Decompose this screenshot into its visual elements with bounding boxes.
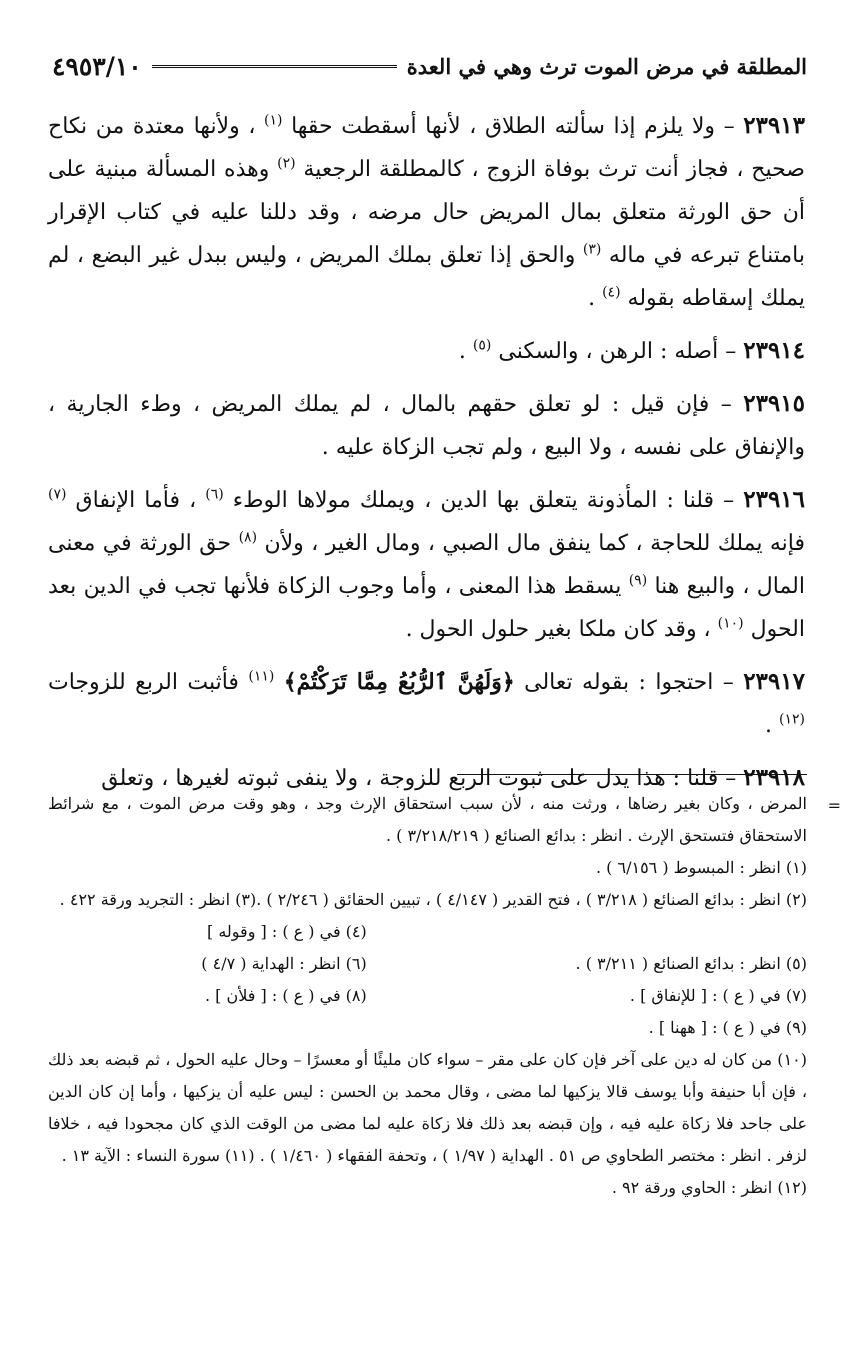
paragraph-dash: –	[718, 339, 744, 364]
paragraph-number: ٢٣٩١٤	[743, 337, 805, 364]
paragraph	[48, 329, 805, 373]
paragraph-text: ، ولأنها معتدة من نكاح صحيح ، فجاز أنت ترث بوفاة الزوج ، كالمطلقة الرجعية	[48, 114, 805, 182]
footnote-separator	[457, 774, 807, 775]
paragraph-number: ٢٣٩١٦	[743, 486, 806, 513]
footnote-pair	[48, 980, 807, 1012]
quran-verse: ﴿وَلَهُنَّ ٱلرُّبُعُ مِمَّا تَرَكْتُمْ﴾	[283, 669, 515, 695]
paragraph-text: حق الورثة في معنى المال ، والبيع هنا	[48, 531, 805, 599]
footnote-ref: (٩)	[628, 572, 648, 589]
paragraph-number: ٢٣٩١٣	[743, 112, 805, 139]
footnote-line: (١٠) من كان له دين على آخر فإن كان على مقر – سواء كان مليئًا أو معسرًا – وحال عليه الحول ، ثم قبضه بعد ذلك ، فإن أبا حنيفة وأبا يوسف قالا يزكيها لما مضى ، وقال محمد بن الحسن : ليس عليه أن يزكيها ، وأما إن كان الدين على جاحد فلا زكاة عليه فيه ، وإن قبضه بعد ذلك فلا زكاة عليه لما مضى من الوقت الذي كان مجحودا فيه ، خلافا لزفر . انظر : مختصر الطحاوي ص ٥١ . الهداية ( ١/٩٧ ) ، وتحفة الفقهاء ( ١/٤٦٠ ) . (١١) سورة النساء : الآية ١٣ .	[48, 1050, 807, 1165]
footnote-ref: (٦)	[205, 486, 224, 503]
footnote-left: (٤) في ( ع ) : [ وقوله ]	[207, 922, 367, 941]
footnote-right: (٥) انظر : بدائع الصنائع ( ٣/٢١١ ) .	[575, 954, 807, 973]
footnote-ref: (٥)	[472, 337, 492, 354]
paragraph-text: يسقط هذا المعنى ، وأما وجوب الزكاة فلأنها تجب في الدين بعد الحول	[48, 574, 805, 642]
paragraph-text: فإنه يملك للحاجة ، كما ينفق مال الصبي ، ومال الغير ، ولأن	[257, 531, 805, 556]
paragraph-text: احتجوا : بقوله تعالى	[514, 670, 714, 695]
page-number: ٤٩٥٣/١٠	[52, 51, 142, 81]
footnote-line: (١٢) انظر : الحاوي ورقة ٩٢ .	[611, 1178, 807, 1197]
main-text	[48, 104, 805, 809]
paragraph-text: أصله : الرهن ، والسكنى	[491, 339, 719, 364]
footnote-pair	[48, 916, 807, 948]
footnote-pair	[48, 948, 807, 980]
paragraph-text: .	[458, 339, 473, 364]
paragraph-number: ٢٣٩١٧	[743, 668, 805, 695]
paragraph-text: ولا يلزم إذا سألته الطلاق ، لأنها أسقطت حقها	[282, 114, 716, 139]
running-header	[52, 46, 807, 86]
footnote-line: المرض ، وكان بغير رضاها ، ورثت منه ، لأن سبب استحقاق الإرث وجد ، وهو وقت مرض الموت ، مع شرائط الاستحقاق فتستحق الإرث . انظر : بدائع الصنائع ( ٣/٢١٨/٢١٩ ) .	[48, 794, 808, 845]
paragraph-text: .	[765, 713, 780, 738]
paragraph-dash: –	[709, 392, 744, 417]
paragraph-text: قلنا : المأذونة يتعلق بها الدين ، ويملك مولاها الوطء	[223, 488, 715, 513]
paragraph-text: قلنا : هذا يدل على ثبوت الربع للزوجة ، ولا ينفى ثبوته لغيرها ، وتعلق	[101, 766, 719, 791]
paragraph-dash: –	[715, 114, 744, 139]
paragraph-text: .	[588, 286, 603, 311]
continuation-mark: =	[827, 796, 841, 815]
paragraph-number: ٢٣٩١٨	[743, 764, 805, 791]
footnote-left: (٨) في ( ع ) : [ فلأن ] .	[204, 986, 367, 1005]
footnote-line: (١) انظر : المبسوط ( ٦/١٥٦ ) .	[596, 858, 807, 877]
footnote-line: (٩) في ( ع ) : [ ههنا ] .	[648, 1018, 807, 1037]
footnotes	[48, 788, 841, 1204]
running-title: المطلقة في مرض الموت ترث وهي في العدة	[406, 53, 807, 79]
footnote-ref: (٤)	[602, 284, 621, 301]
paragraph	[48, 660, 805, 747]
paragraph-text: وهذه المسألة مبنية على أن حق الورثة متعلق بمال المريض حال مرضه ، وقد دللنا عليه في كتاب الإقرار بامتناع تبرعه في ماله	[48, 157, 805, 268]
paragraph-text: فإن قيل : لو تعلق حقهم بالمال ، لم يملك المريض ، وطء الجارية ، والإنفاق على نفسه ، ولا البيع ، ولم تجب الزكاة عليه .	[48, 392, 805, 460]
paragraph-number: ٢٣٩١٥	[743, 390, 805, 417]
footnote-ref: (١٠)	[717, 615, 744, 632]
footnote-left: (٦) انظر : الهداية ( ٤/٧ )	[201, 954, 367, 973]
footnote-right: (٧) في ( ع ) : [ للإنفاق ] .	[629, 986, 807, 1005]
footnote-ref: (٢)	[277, 155, 296, 172]
footnote-ref: (١٢)	[779, 711, 805, 728]
paragraph	[48, 382, 805, 469]
paragraph	[48, 478, 805, 651]
paragraph-text: ، وقد كان ملكا بغير حلول الحول .	[405, 617, 718, 642]
paragraph-dash: –	[713, 670, 744, 695]
footnote-ref: (٨)	[238, 529, 258, 546]
footnote-ref: (٣)	[582, 241, 602, 258]
paragraph-dash: –	[718, 766, 744, 791]
paragraph-text	[274, 670, 283, 695]
footnote-line: (٢) انظر : بدائع الصنائع ( ٣/٢١٨ ) ، فتح القدير ( ٤/١٤٧ ) ، تبيين الحقائق ( ٢/٢٤٦ ) .(٣) انظر : التجريد ورقة ٤٢٢ .	[59, 890, 807, 909]
footnote-right	[367, 916, 807, 948]
paragraph-text: فأثبت الربع للزوجات	[48, 670, 249, 695]
footnote-ref: (١)	[264, 112, 283, 129]
paragraph	[48, 104, 805, 320]
header-rule	[152, 65, 397, 68]
footnote-ref: (١١)	[248, 668, 275, 685]
paragraph-text: ، فأما الإنفاق	[66, 488, 206, 513]
paragraph-text: والحق إذا تعلق بملك المريض ، وليس ببدل غير البضع ، لم يملك إسقاطه بقوله	[48, 243, 805, 311]
paragraph-dash: –	[714, 488, 744, 513]
footnote-ref: (٧)	[48, 486, 67, 503]
